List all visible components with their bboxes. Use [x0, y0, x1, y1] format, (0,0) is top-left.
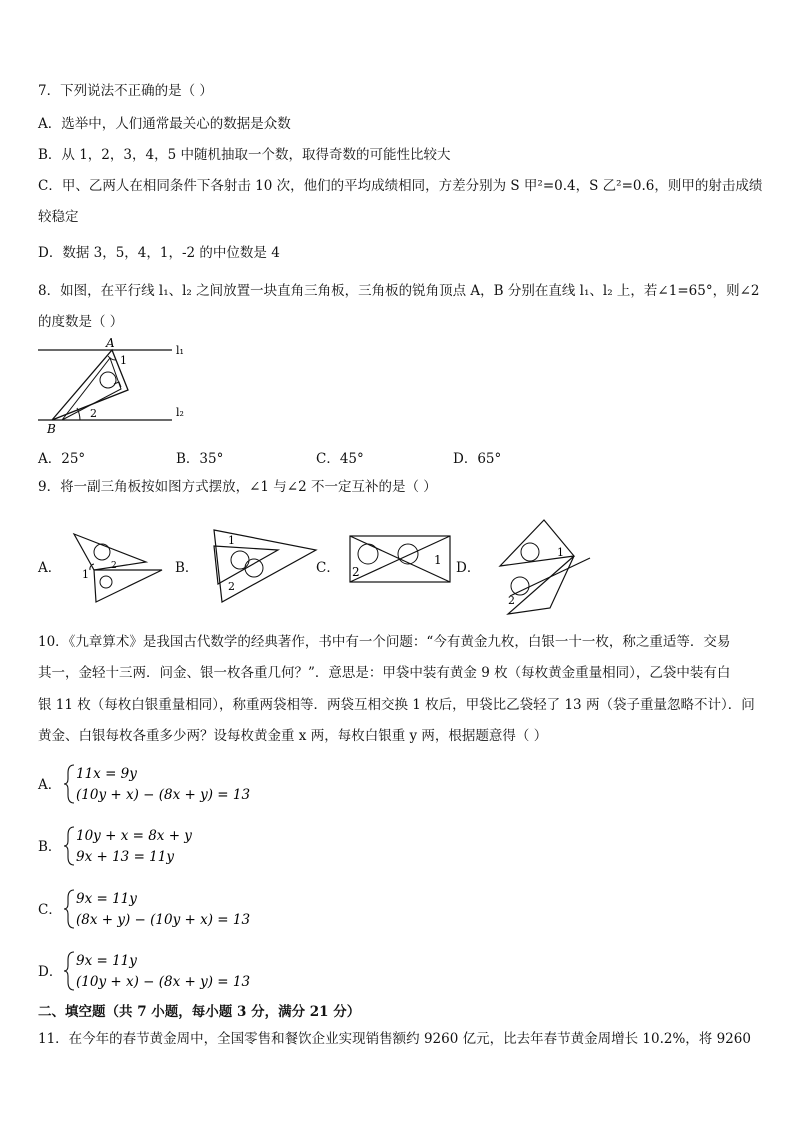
q8-label-a: A: [106, 336, 115, 350]
q8-stem-line1: 8．如图，在平行线 l₁、l₂ 之间放置一块直角三角板，三角板的锐角顶点 A，B 分别在直线 l₁、l₂ 上，若∠1=65°，则∠2: [38, 283, 760, 299]
q10-option-a-eq2: (10y + x) − (8x + y) = 13: [76, 787, 251, 803]
q9a-angle-2: 2: [111, 561, 117, 571]
q10-stem-line1: 10．《九章算术》是我国古代数学的经典著作，书中有一个问题：“今有黄金九枚，白银一十一枚，称之重适等．交易: [38, 634, 731, 650]
q10-option-b-eq1: 10y + x = 8x + y: [76, 828, 192, 844]
q10-stem-line3: 银 11 枚（每枚白银重量相同），称重两袋相等．两袋互相交换 1 枚后，甲袋比乙袋轻了 13 两（袋子重量忽略不计）．问: [38, 697, 755, 713]
q10-option-d-eq2: (10y + x) − (8x + y) = 13: [76, 974, 251, 990]
q8-label-l2: l₂: [176, 406, 184, 419]
q8-angle-2: 2: [90, 407, 97, 420]
q10-option-d-eq1: 9x = 11y: [76, 953, 137, 969]
q10-option-b-eq2: 9x + 13 = 11y: [76, 849, 174, 865]
q11-stem-line1: 11．在今年的春节黄金周中，全国零售和餐饮企业实现销售额约 9260 亿元，比去年春节黄金周增长 10.2%，将 9260: [38, 1031, 751, 1047]
q9b-angle-1: 1: [228, 534, 235, 547]
q9-figure-c: [344, 530, 456, 590]
q10-option-d-system: [62, 950, 282, 992]
q10-option-b-key: B．: [38, 839, 62, 855]
q10-option-c-eq2: (8x + y) − (10y + x) = 13: [76, 912, 251, 928]
q10-option-a-system: [62, 763, 282, 805]
q9d-angle-2: 2: [508, 594, 515, 607]
q10-option-c-system: [62, 888, 282, 930]
q9c-angle-2: 2: [352, 565, 360, 579]
q10-option-d-key: D．: [38, 964, 63, 980]
q8-option-d: D．65°: [453, 451, 502, 467]
q9-figure-b: [208, 524, 320, 606]
q9-stem: 9．将一副三角板按如图方式摆放，∠1 与∠2 不一定互补的是（ ）: [38, 479, 437, 495]
q9-figure-d: [490, 514, 594, 616]
section-fill-in-title: 二、填空题（共 7 小题，每小题 3 分，满分 21 分）: [38, 1004, 361, 1020]
q8-option-a: A．25°: [38, 451, 86, 467]
q9-key-d: D．: [456, 560, 481, 576]
q8-label-b: B: [47, 422, 56, 436]
q9-key-a: A．: [38, 560, 62, 576]
q7-option-a: A．选举中，人们通常最关心的数据是众数: [38, 116, 291, 132]
q9-figure-a: [66, 526, 168, 606]
q7-option-b: B．从 1，2，3，4，5 中随机抽取一个数，取得奇数的可能性比较大: [38, 147, 451, 163]
q8-option-b: B．35°: [176, 451, 224, 467]
q8-angle-1: 1: [120, 354, 127, 367]
q10-stem-line2: 其一，金轻十三两．问金、银一枚各重几何？”．意思是：甲袋中装有黄金 9 枚（每枚黄金重量相同），乙袋中装有白: [38, 665, 731, 681]
q9-key-b: B．: [175, 560, 199, 576]
q7-option-c-line1: C．甲、乙两人在相同条件下各射击 10 次，他们的平均成绩相同，方差分别为 S 甲²=0.4，S 乙²=0.6，则甲的射击成绩: [38, 178, 763, 194]
q8-label-l1: l₁: [176, 344, 184, 357]
q7-stem: 7．下列说法不正确的是（ ）: [38, 83, 213, 99]
q7-option-d: D．数据 3，5，4，1，-2 的中位数是 4: [38, 245, 280, 261]
q10-option-a-eq1: 11x = 9y: [76, 766, 137, 782]
q10-option-c-eq1: 9x = 11y: [76, 891, 137, 907]
q8-stem-line2: 的度数是（ ）: [38, 314, 124, 330]
q10-option-c-key: C．: [38, 902, 62, 918]
q8-figure: [30, 336, 200, 436]
q9c-angle-1: 1: [434, 553, 442, 567]
q9d-angle-1: 1: [557, 546, 564, 559]
q10-option-b-system: [62, 825, 282, 867]
q10-stem-line4: 黄金、白银每枚各重多少两？设每枚黄金重 x 两，每枚白银重 y 两，根据题意得（ ）: [38, 728, 548, 744]
q9a-angle-1: 1: [82, 568, 89, 581]
q8-option-c: C．45°: [316, 451, 364, 467]
q7-option-c-line2: 较稳定: [38, 209, 79, 225]
q10-option-a-key: A．: [38, 777, 62, 793]
q9-key-c: C．: [316, 560, 340, 576]
q9b-angle-2: 2: [228, 580, 235, 593]
